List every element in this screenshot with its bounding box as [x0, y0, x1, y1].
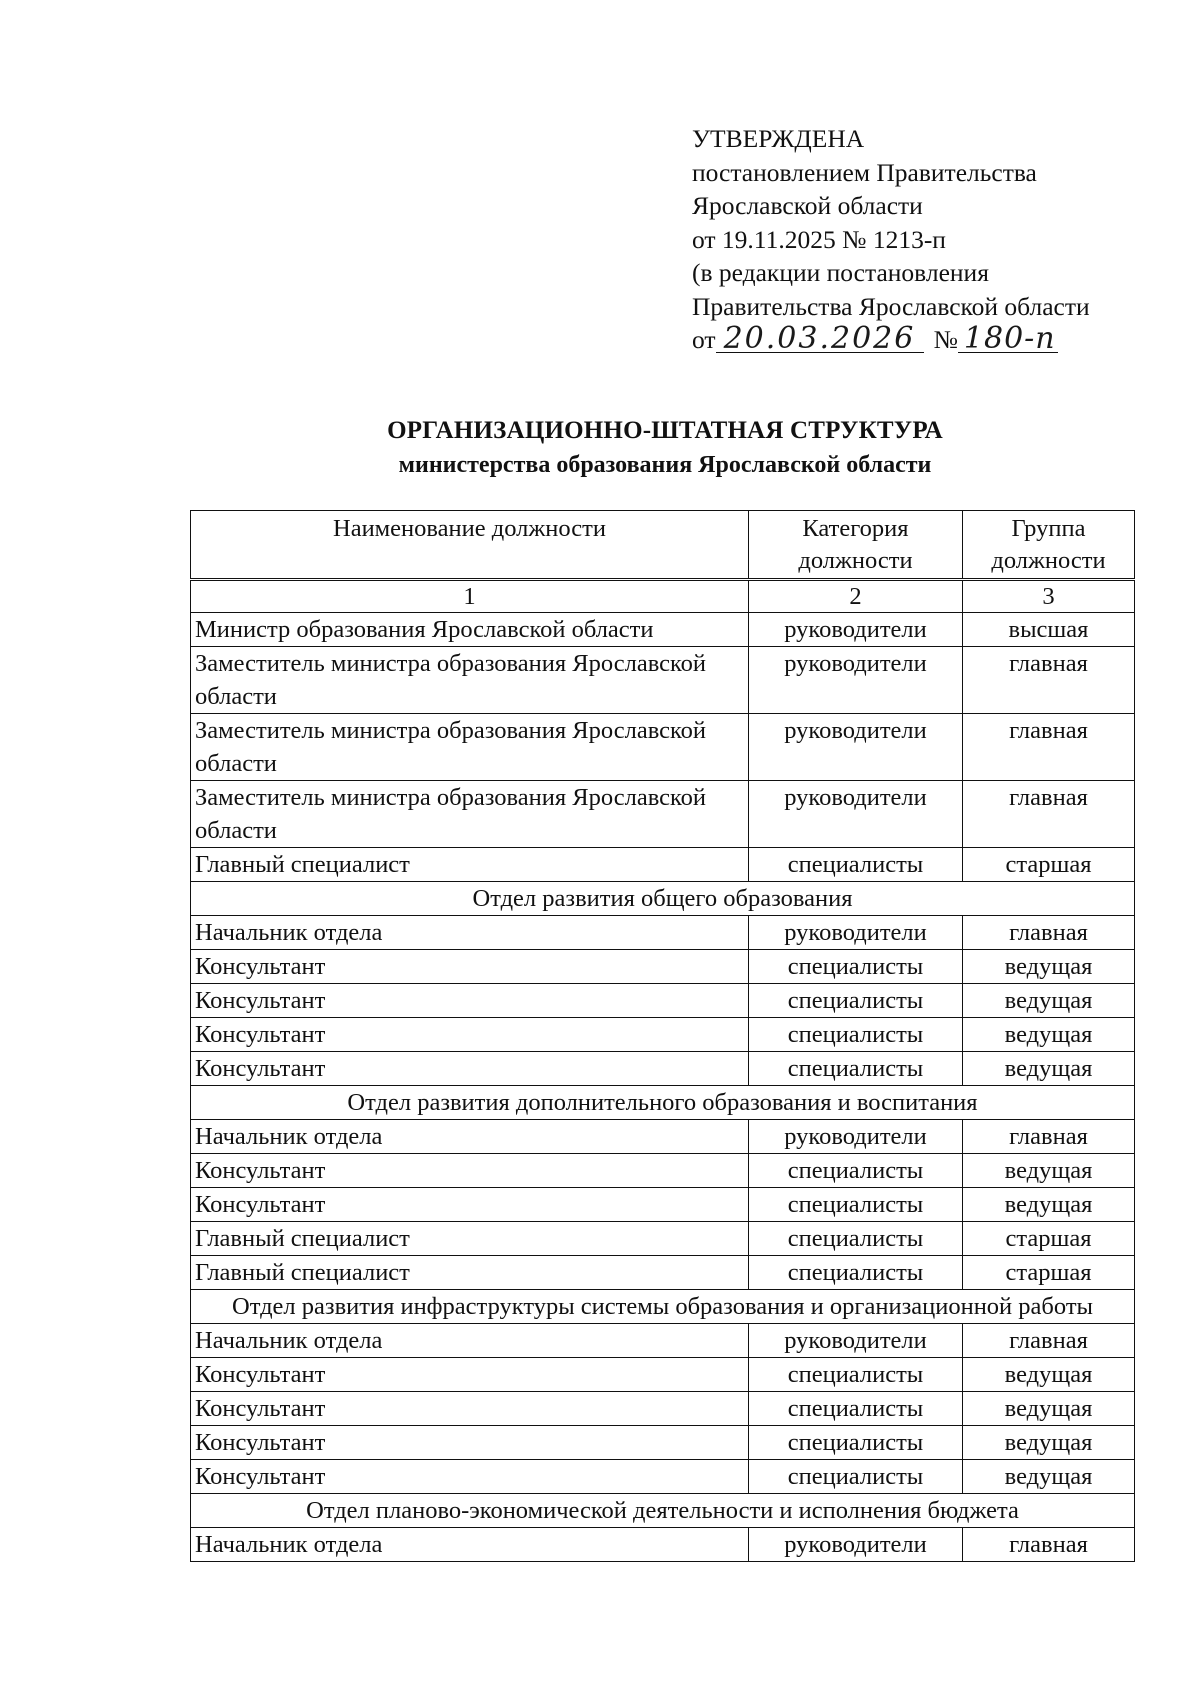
table-row	[191, 848, 1135, 882]
position-group: ведущая	[963, 1188, 1135, 1222]
position-group: главная	[963, 1120, 1135, 1154]
table-row	[191, 1392, 1135, 1426]
header-group: Группа должности	[963, 511, 1135, 580]
table-row	[191, 613, 1135, 647]
position-name: Консультант	[191, 1154, 749, 1188]
table-row	[191, 916, 1135, 950]
position-name: Заместитель министра образования Ярославской области	[191, 647, 749, 714]
department-section-row	[191, 1290, 1135, 1324]
position-category: специалисты	[749, 1256, 963, 1290]
approval-line: Правительства Ярославской области	[692, 291, 1090, 321]
header-category: Категория должности	[749, 511, 963, 580]
position-group: главная	[963, 1528, 1135, 1562]
position-group: ведущая	[963, 950, 1135, 984]
position-category: руководители	[749, 714, 963, 781]
position-group: высшая	[963, 613, 1135, 647]
position-name: Консультант	[191, 984, 749, 1018]
position-name: Заместитель министра образования Ярославской области	[191, 714, 749, 781]
position-group: ведущая	[963, 1460, 1135, 1494]
department-name: Отдел планово-экономической деятельности и исполнения бюджета	[191, 1494, 1135, 1528]
document-title-block	[0, 414, 1200, 482]
position-name: Начальник отдела	[191, 916, 749, 950]
position-category: специалисты	[749, 1358, 963, 1392]
position-name: Консультант	[191, 950, 749, 984]
position-category: руководители	[749, 916, 963, 950]
table-row	[191, 1358, 1135, 1392]
position-category: специалисты	[749, 1154, 963, 1188]
table-row	[191, 984, 1135, 1018]
position-name: Консультант	[191, 1358, 749, 1392]
position-name: Консультант	[191, 1018, 749, 1052]
approval-line: (в редакции постановления	[692, 258, 989, 287]
position-group: старшая	[963, 848, 1135, 882]
table-row	[191, 1188, 1135, 1222]
table-row	[191, 781, 1135, 848]
position-name: Начальник отдела	[191, 1528, 749, 1562]
position-group: старшая	[963, 1256, 1135, 1290]
position-name: Консультант	[191, 1392, 749, 1426]
position-name: Начальник отдела	[191, 1324, 749, 1358]
position-category: руководители	[749, 613, 963, 647]
approval-stamp	[692, 122, 1090, 357]
department-name: Отдел развития общего образования	[191, 882, 1135, 916]
position-group: ведущая	[963, 1154, 1135, 1188]
position-group: главная	[963, 781, 1135, 848]
document-title: ОРГАНИЗАЦИОННО-ШТАТНАЯ СТРУКТУРА	[387, 417, 943, 444]
position-name: Консультант	[191, 1052, 749, 1086]
position-category: руководители	[749, 647, 963, 714]
position-category: специалисты	[749, 1018, 963, 1052]
department-section-row	[191, 1086, 1135, 1120]
approval-line: постановлением Правительства	[692, 157, 1037, 187]
position-category: специалисты	[749, 848, 963, 882]
position-name: Консультант	[191, 1460, 749, 1494]
table-row	[191, 950, 1135, 984]
handwritten-number: 180-п	[958, 326, 1058, 353]
column-number: 1	[191, 580, 749, 613]
position-group: старшая	[963, 1222, 1135, 1256]
department-section-row	[191, 882, 1135, 916]
approval-line: от 19.11.2025 № 1213-п	[692, 224, 946, 254]
table-row	[191, 647, 1135, 714]
column-number-row	[191, 580, 1135, 613]
table-row	[191, 1120, 1135, 1154]
position-category: специалисты	[749, 1392, 963, 1426]
table-row	[191, 1052, 1135, 1086]
position-group: ведущая	[963, 1426, 1135, 1460]
position-group: ведущая	[963, 1392, 1135, 1426]
table-row	[191, 1528, 1135, 1562]
staff-structure-table	[190, 510, 1135, 1562]
position-category: специалисты	[749, 984, 963, 1018]
position-category: специалисты	[749, 1426, 963, 1460]
from-label: от	[692, 325, 716, 354]
position-name: Консультант	[191, 1188, 749, 1222]
position-group: ведущая	[963, 1018, 1135, 1052]
position-name: Главный специалист	[191, 1222, 749, 1256]
position-name: Начальник отдела	[191, 1120, 749, 1154]
position-group: главная	[963, 647, 1135, 714]
table-row	[191, 1154, 1135, 1188]
table-header-row	[191, 511, 1135, 580]
approval-line: Ярославской области	[692, 191, 923, 220]
table-row	[191, 1222, 1135, 1256]
position-group: ведущая	[963, 1052, 1135, 1086]
amendment-reference	[692, 323, 1090, 357]
department-name: Отдел развития дополнительного образования и воспитания	[191, 1086, 1135, 1120]
position-category: руководители	[749, 1528, 963, 1562]
table-row	[191, 714, 1135, 781]
position-group: главная	[963, 1324, 1135, 1358]
table-row	[191, 1256, 1135, 1290]
position-category: руководители	[749, 1324, 963, 1358]
position-name: Консультант	[191, 1426, 749, 1460]
table-row	[191, 1324, 1135, 1358]
position-category: специалисты	[749, 1052, 963, 1086]
department-section-row	[191, 1494, 1135, 1528]
document-subtitle: министерства образования Ярославской области	[398, 452, 932, 478]
position-category: руководители	[749, 781, 963, 848]
department-name: Отдел развития инфраструктуры системы образования и организационной работы	[191, 1290, 1135, 1324]
position-group: главная	[963, 714, 1135, 781]
position-category: специалисты	[749, 1188, 963, 1222]
position-category: специалисты	[749, 950, 963, 984]
header-position: Наименование должности	[191, 511, 749, 580]
table-row	[191, 1426, 1135, 1460]
position-group: ведущая	[963, 1358, 1135, 1392]
position-group: главная	[963, 916, 1135, 950]
handwritten-date: 20.03.2026	[716, 326, 924, 353]
position-name: Главный специалист	[191, 1256, 749, 1290]
position-name: Министр образования Ярославской области	[191, 613, 749, 647]
position-group: ведущая	[963, 984, 1135, 1018]
number-sign: №	[933, 325, 958, 354]
position-category: специалисты	[749, 1222, 963, 1256]
position-category: руководители	[749, 1120, 963, 1154]
column-number: 2	[749, 580, 963, 613]
column-number: 3	[963, 580, 1135, 613]
position-category: специалисты	[749, 1460, 963, 1494]
table-row	[191, 1018, 1135, 1052]
table-row	[191, 1460, 1135, 1494]
position-name: Заместитель министра образования Ярославской области	[191, 781, 749, 848]
position-name: Главный специалист	[191, 848, 749, 882]
approval-heading: УТВЕРЖДЕНА	[692, 124, 865, 153]
